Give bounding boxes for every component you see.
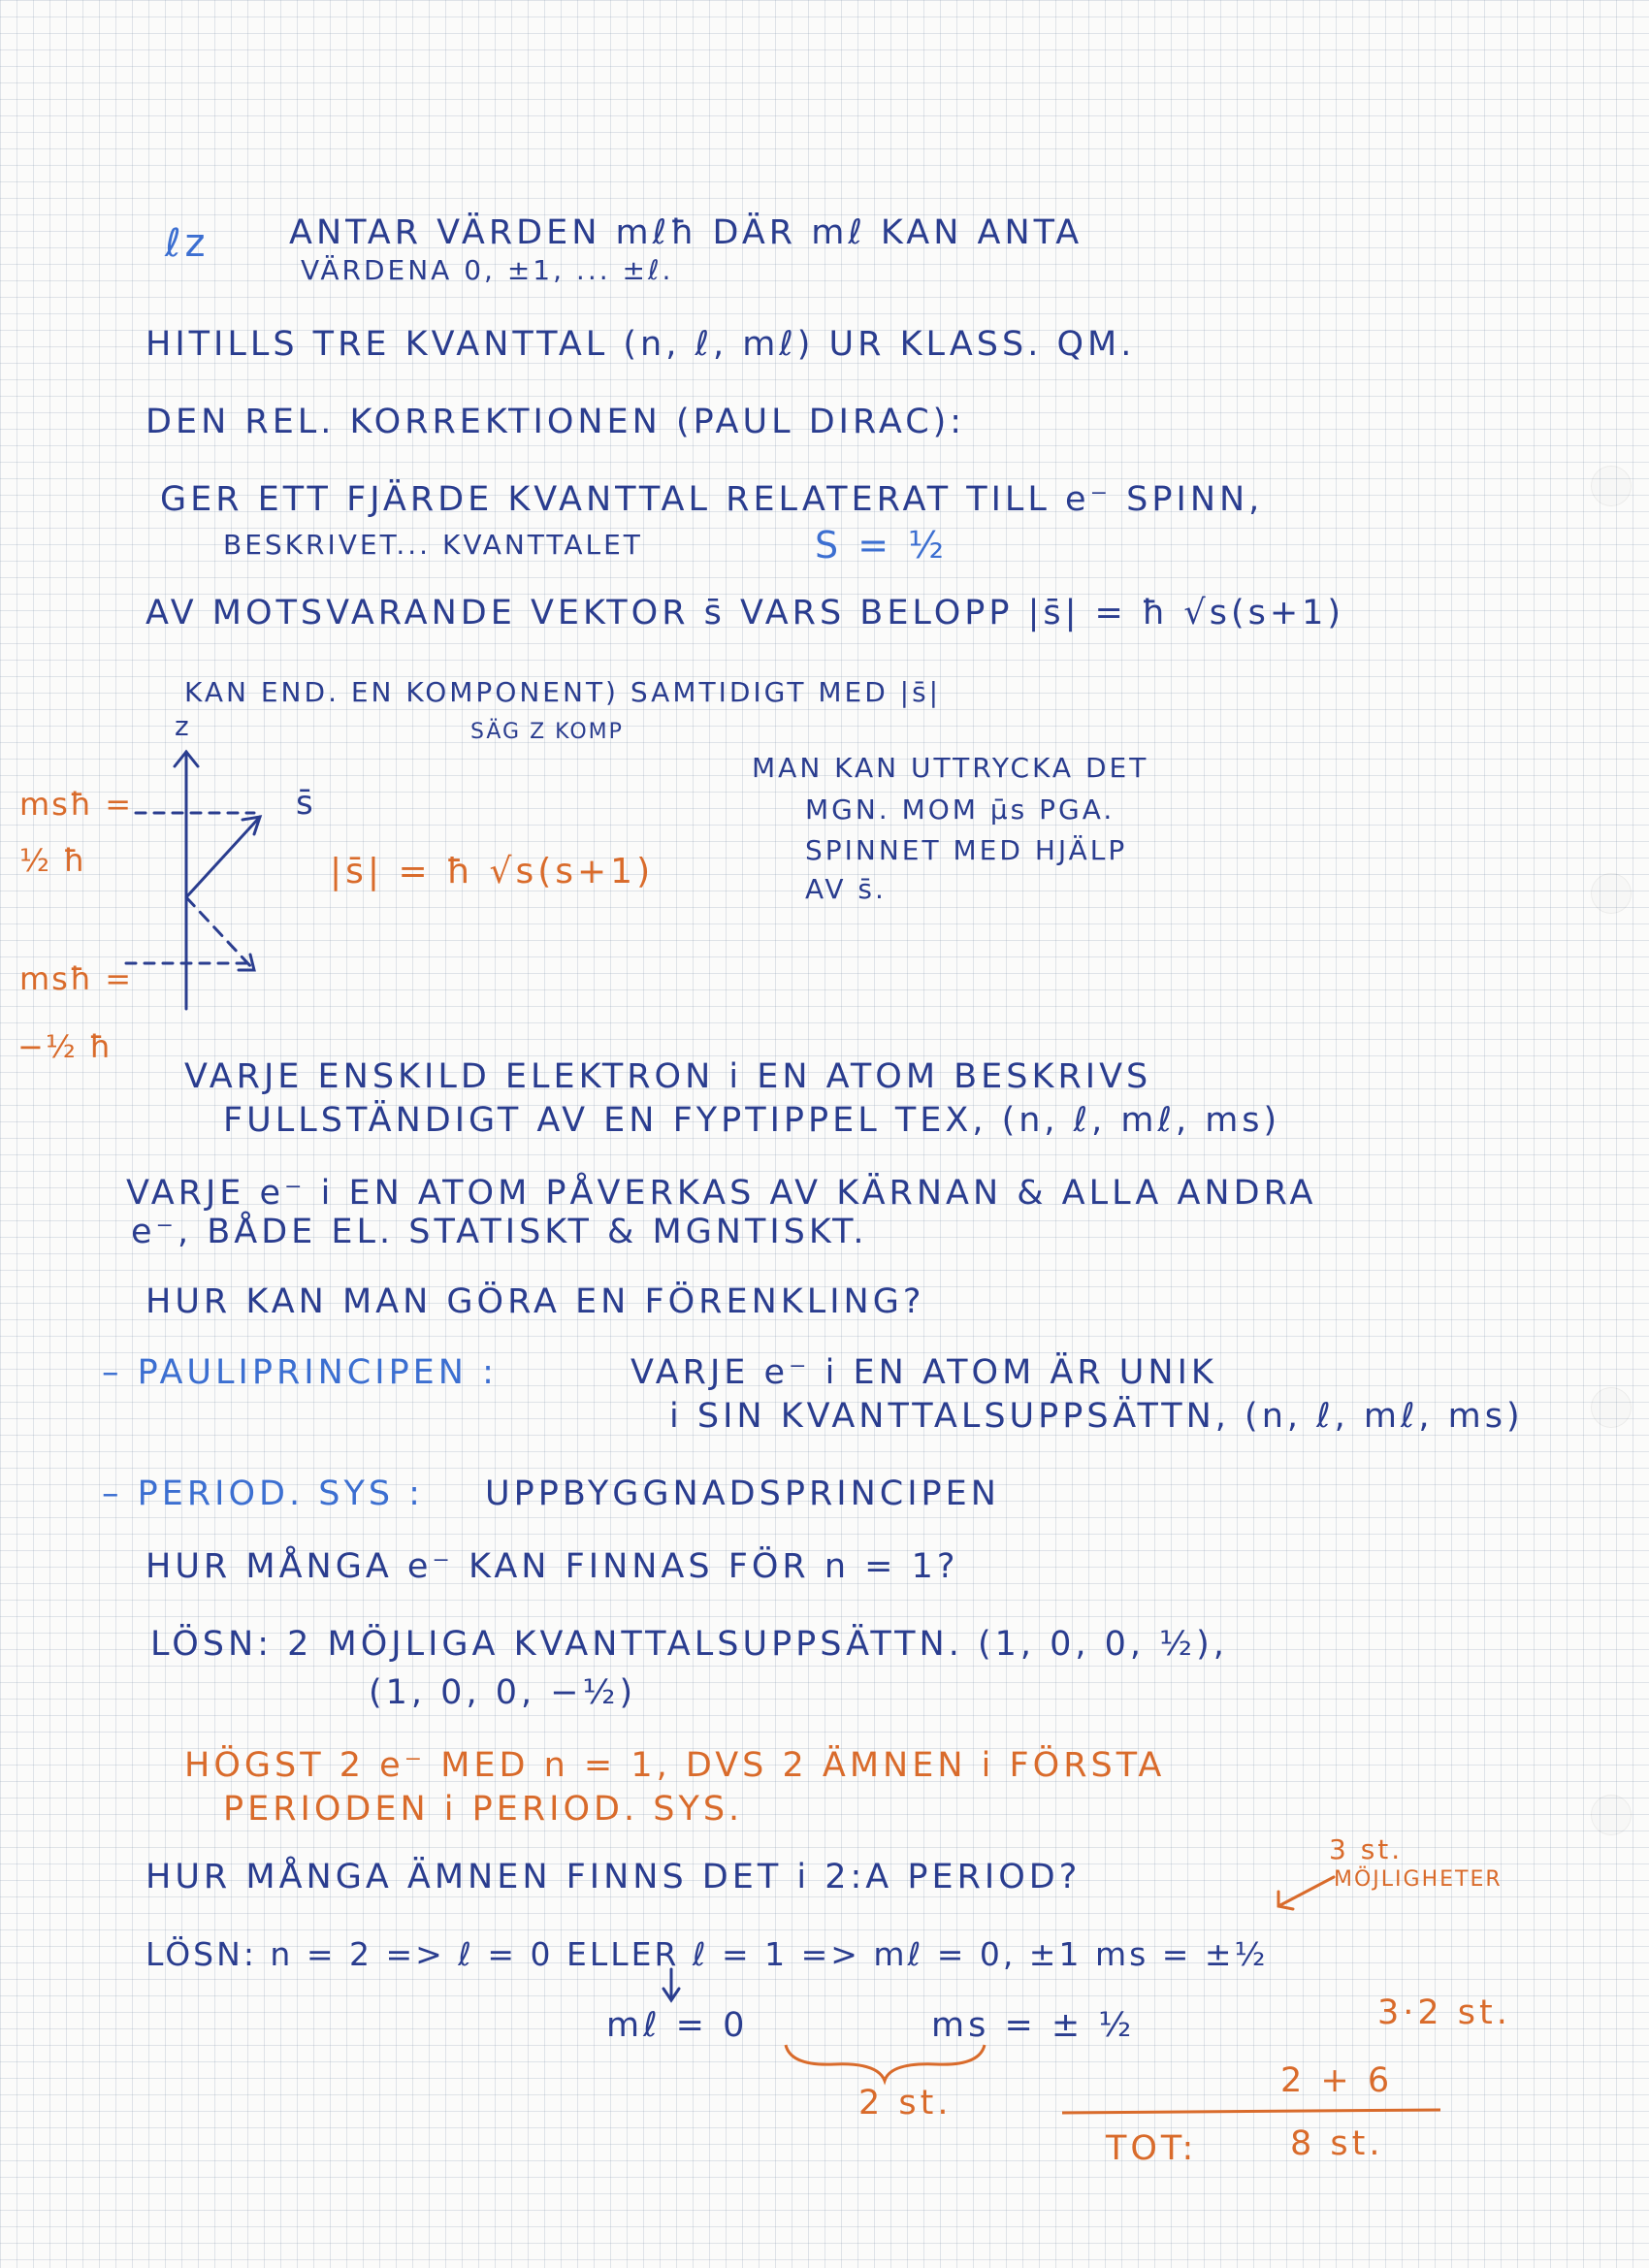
spin-value: S = ½ [815, 524, 948, 567]
note-line-orange: HÖGST 2 e⁻ MED n = 1, DVS 2 ÄMNEN i FÖRSTA [184, 1746, 1166, 1785]
note-line: HITILLS TRE KVANTTAL (n, ℓ, mℓ) UR KLASS. QM. [146, 325, 1136, 364]
ms-bottom-value: −½ ħ [17, 1028, 113, 1065]
binder-hole [1591, 466, 1632, 506]
note-line: BESKRIVET... KVANTTALET [223, 529, 643, 561]
period-heading: – PERIOD. SYS : [102, 1474, 424, 1513]
note-line: LÖSN: 2 MÖJLIGA KVANTTALSUPPSÄTTN. (1, 0, 0, ½), [150, 1625, 1228, 1664]
note-line-orange: PERIODEN i PERIOD. SYS. [223, 1790, 744, 1829]
lz-label: ℓz [165, 221, 210, 266]
spin-vector-label: s̄ [296, 784, 315, 823]
note-line: VARJE e⁻ i EN ATOM ÄR UNIK [630, 1353, 1217, 1392]
note-line: FULLSTÄNDIGT AV EN FYPTIPPEL TEX, (n, ℓ, mℓ, ms) [223, 1101, 1281, 1140]
note-line: AV MOTSVARANDE VEKTOR s̄ VARS BELOPP |s̄| = ħ √s(s+1) [146, 594, 1345, 632]
total-value: 8 st. [1290, 2124, 1384, 2163]
note-line: i SIN KVANTTALSUPPSÄTTN, (n, ℓ, mℓ, ms) [669, 1397, 1524, 1436]
mojligheter-label: MÖJLIGHETER [1334, 1867, 1503, 1892]
note-line: SÄG Z KOMP [470, 720, 624, 744]
note-line: UPPBYGGNADSPRINCIPEN [485, 1474, 1000, 1513]
sum-label: 2 + 6 [1280, 2061, 1394, 2100]
binder-hole [1591, 1387, 1632, 1428]
note-line: HUR MÅNGA ÄMNEN FINNS DET i 2:A PERIOD? [146, 1858, 1082, 1896]
note-line: AV s̄. [805, 873, 887, 905]
note-line: MAN KAN UTTRYCKA DET [752, 752, 1149, 784]
note-line: MGN. MOM μ̄s PGA. [805, 794, 1116, 826]
note-line: VARJE e⁻ i EN ATOM PÅVERKAS AV KÄRNAN & ALLA ANDRA [126, 1174, 1317, 1213]
ms-top-value: ½ ħ [19, 842, 87, 879]
binder-hole [1591, 873, 1632, 914]
three-times-two-label: 3·2 st. [1377, 1993, 1511, 2032]
note-line: HUR KAN MAN GÖRA EN FÖRENKLING? [146, 1282, 925, 1321]
note-line: e⁻, BÅDE EL. STATISKT & MGNTISKT. [131, 1213, 868, 1251]
note-line: DEN REL. KORREKTIONEN (PAUL DIRAC): [146, 403, 966, 441]
note-line: HUR MÅNGA e⁻ KAN FINNAS FÖR n = 1? [146, 1547, 959, 1586]
z-axis-label: z [175, 710, 191, 742]
two-st-label: 2 st. [858, 2084, 953, 2122]
three-possibilities-label: 3 st. [1329, 1833, 1404, 1865]
total-label: TOT: [1106, 2129, 1198, 2168]
note-line: ANTAR VÄRDEN mℓħ DÄR mℓ KAN ANTA [289, 213, 1083, 252]
note-line: GER ETT FJÄRDE KVANTTAL RELATERAT TILL e⁻ SPINN, [160, 480, 1264, 519]
note-line: LÖSN: n = 2 => ℓ = 0 ELLER ℓ = 1 => mℓ = 0, ±1 ms = ±½ [146, 1935, 1269, 1973]
binder-hole [1591, 1795, 1632, 1835]
note-line: mℓ = 0 [606, 2006, 749, 2045]
pauli-heading: – PAULIPRINCIPEN : [102, 1353, 498, 1392]
note-line: VARJE ENSKILD ELEKTRON i EN ATOM BESKRIVS [184, 1057, 1152, 1096]
note-line: (1, 0, 0, −½) [369, 1673, 637, 1712]
spin-magnitude-formula: |s̄| = ħ √s(s+1) [330, 852, 655, 891]
note-line: ms = ± ½ [931, 2006, 1136, 2045]
orange-brace [0, 0, 1, 1]
note-line: KAN END. EN KOMPONENT) SAMTIDIGT MED |s̄| [184, 676, 942, 708]
note-line: VÄRDENA 0, ±1, ... ±ℓ. [301, 254, 674, 286]
ms-bottom-label: msħ = [19, 960, 134, 997]
ms-top-label: msħ = [19, 786, 134, 823]
note-line: SPINNET MED HJÄLP [805, 834, 1128, 866]
